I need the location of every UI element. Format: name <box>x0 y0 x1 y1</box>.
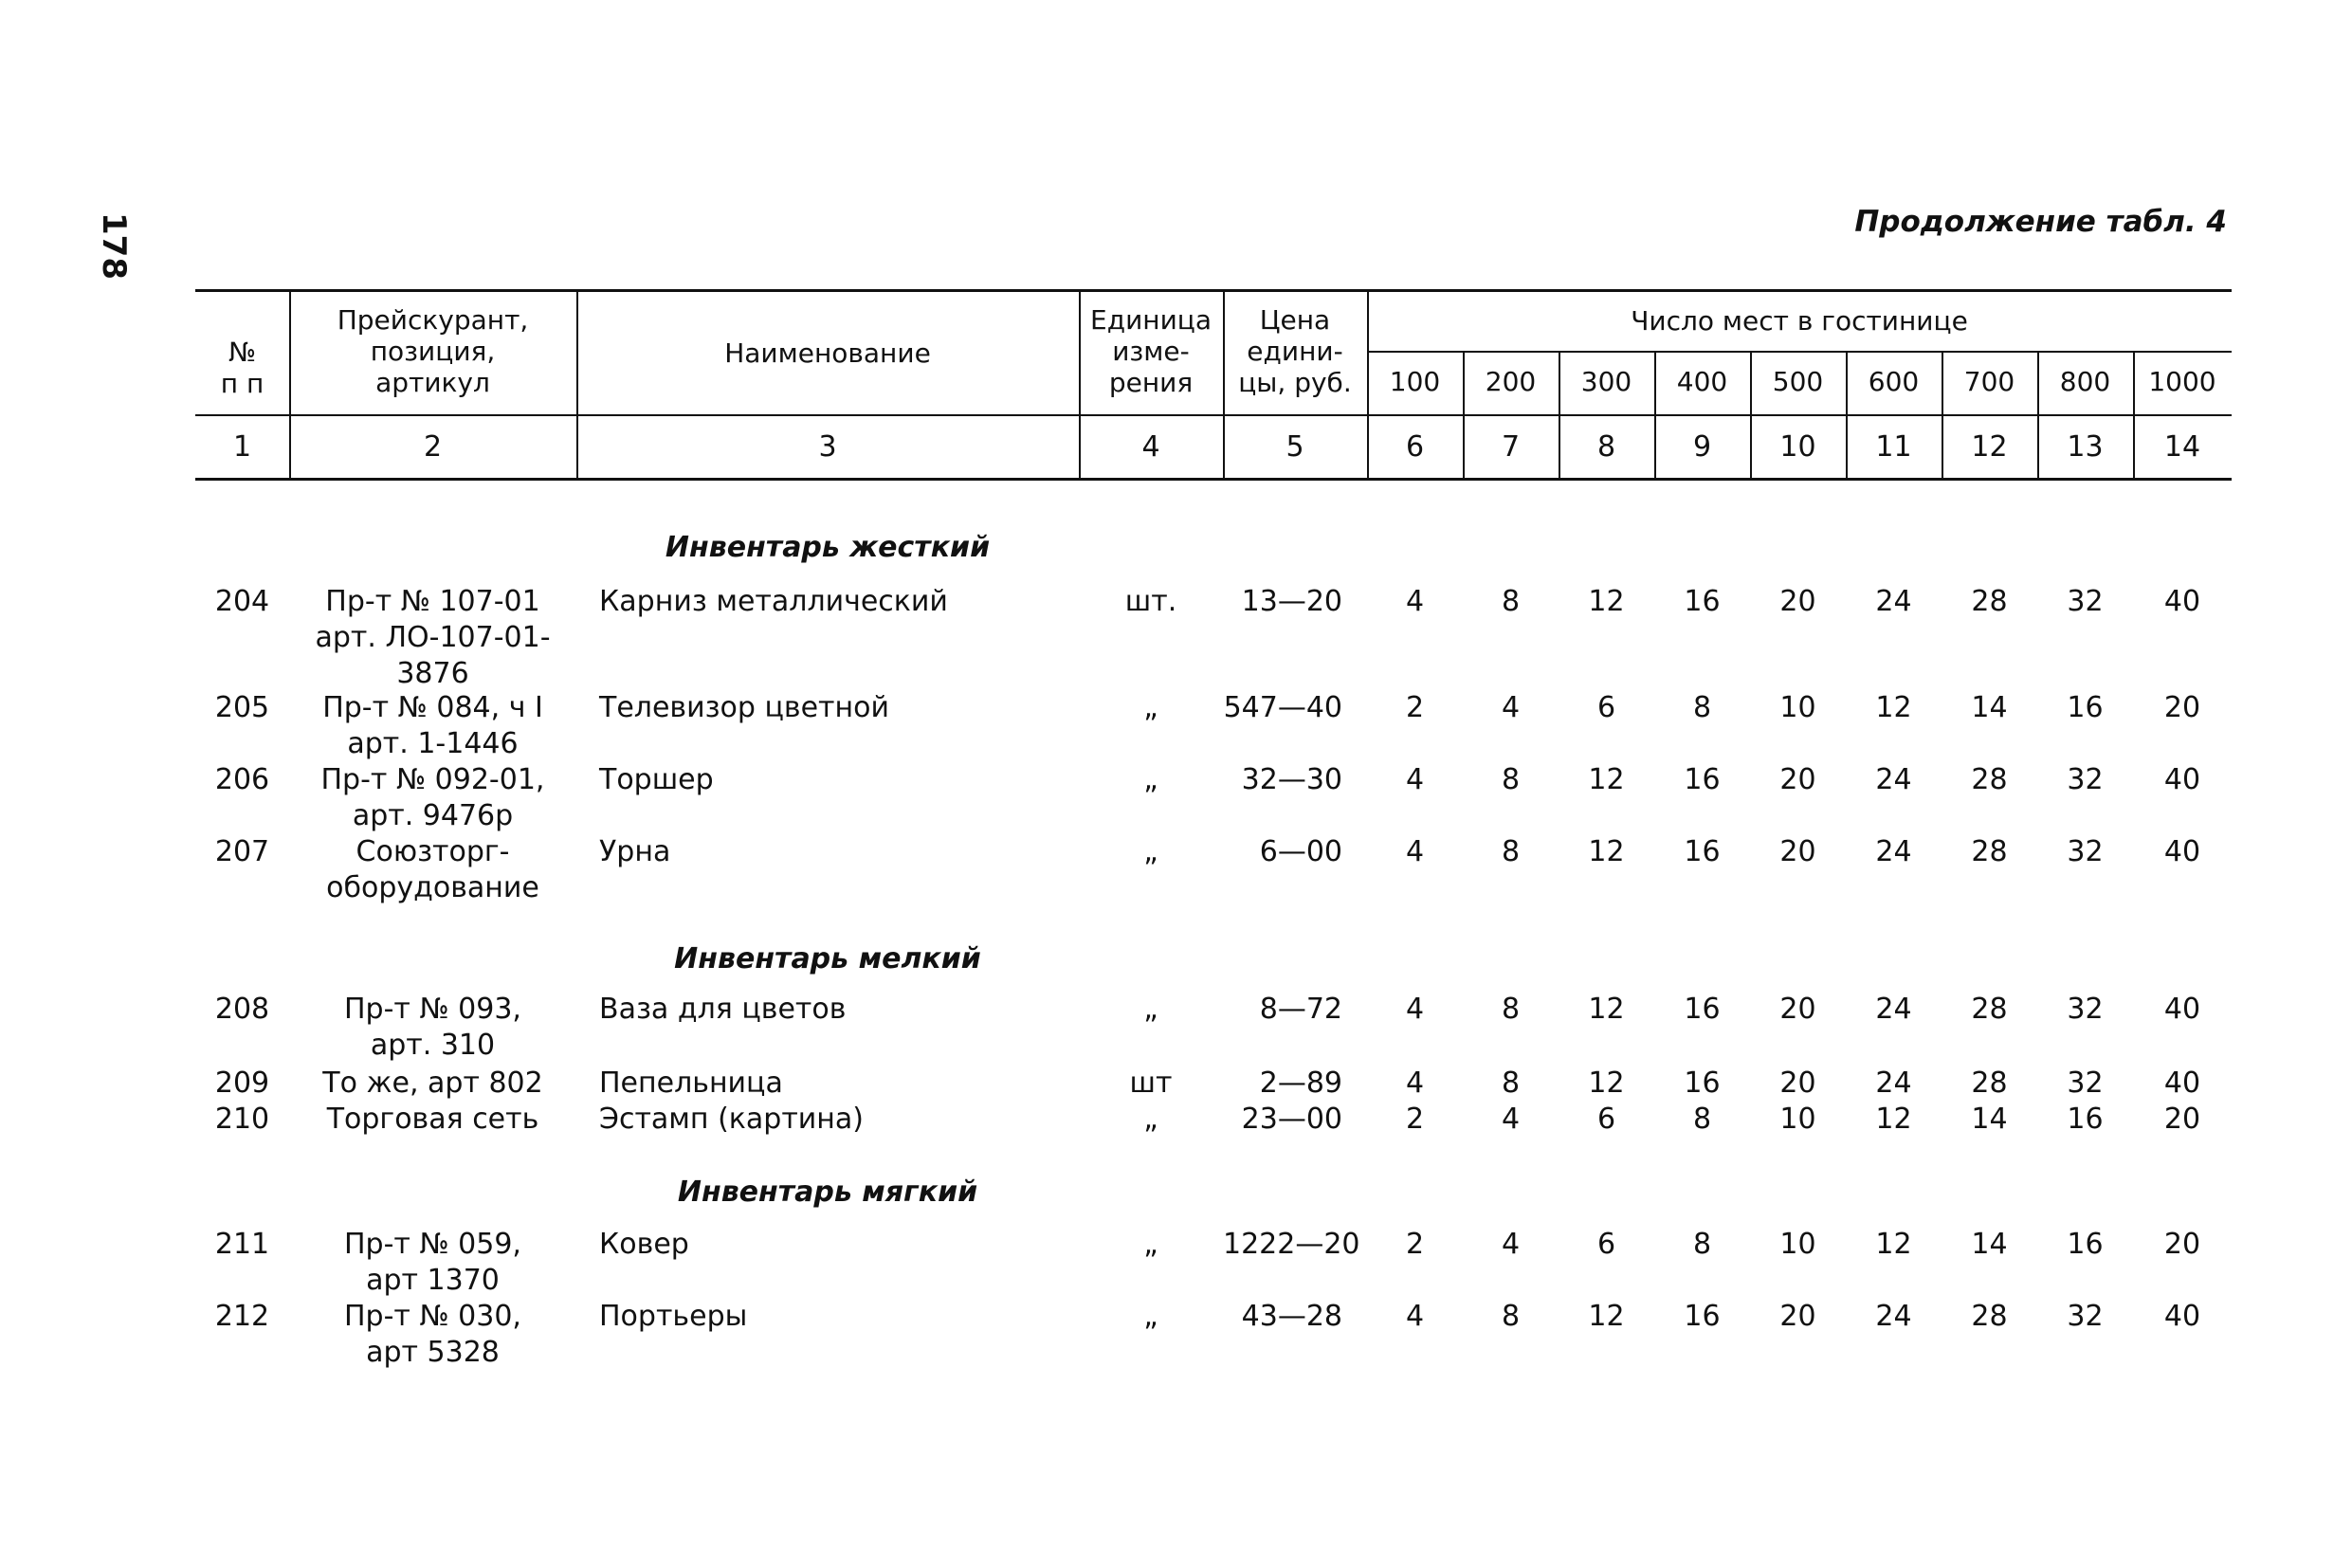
header-places-value: 100 <box>1389 366 1441 397</box>
row-price: 13—20 <box>1241 585 1342 618</box>
row-count: 4 <box>1501 1228 1521 1261</box>
row-count: 6 <box>1596 1103 1616 1136</box>
row-count: 20 <box>1779 835 1816 868</box>
header-unit-line: Единица <box>1090 304 1212 336</box>
row-price: 8—72 <box>1259 993 1342 1026</box>
row-count: 16 <box>2067 1103 2104 1136</box>
row-name: Пепельница <box>599 1067 783 1100</box>
row-pricelist-ref: Торговая сеть <box>326 1103 539 1136</box>
row-name: Портьеры <box>599 1300 748 1333</box>
row-count: 32 <box>2067 1300 2104 1333</box>
row-count: 12 <box>1588 1067 1625 1100</box>
row-name: Ковер <box>599 1228 689 1261</box>
header-pricelist-line: позиция, <box>370 336 496 367</box>
row-count: 2 <box>1405 691 1425 724</box>
row-count: 20 <box>2163 691 2201 724</box>
row-count: 16 <box>1684 763 1721 796</box>
section-title: Инвентарь мелкий <box>674 942 981 975</box>
row-count: 8 <box>1501 835 1521 868</box>
row-count: 4 <box>1501 1103 1521 1136</box>
row-unit: шт. <box>1124 585 1177 618</box>
row-pricelist-ref: Союзторг- <box>356 835 510 868</box>
column-number: 6 <box>1405 430 1425 464</box>
row-price: 32—30 <box>1241 763 1342 796</box>
row-pricelist-ref: Пр-т № 092-01, <box>320 763 545 796</box>
row-count: 32 <box>2067 763 2104 796</box>
row-name: Торшер <box>599 763 714 796</box>
row-count: 40 <box>2163 835 2201 868</box>
header-bottom-rule <box>195 478 2232 481</box>
row-count: 16 <box>1684 835 1721 868</box>
row-count: 12 <box>1875 1228 1912 1261</box>
header-unit <box>1079 304 1223 398</box>
row-unit: „ <box>1143 1103 1158 1136</box>
row-count: 40 <box>2163 763 2201 796</box>
row-count: 40 <box>2163 1067 2201 1100</box>
section-title: Инвентарь мягкий <box>677 1176 978 1209</box>
row-price: 2—89 <box>1259 1067 1342 1100</box>
row-count: 4 <box>1405 993 1425 1026</box>
row-count: 32 <box>2067 1067 2104 1100</box>
row-count: 12 <box>1588 835 1625 868</box>
row-count: 28 <box>1971 1067 2008 1100</box>
row-name: Урна <box>599 835 671 868</box>
row-count: 28 <box>1971 585 2008 618</box>
header-middle-rule <box>195 414 2232 416</box>
header-places-value: 200 <box>1485 366 1537 397</box>
row-pricelist-ref: Пр-т № 084, ч I <box>322 691 543 724</box>
column-number: 13 <box>2067 430 2104 464</box>
row-count: 8 <box>1501 1067 1521 1100</box>
row-count: 24 <box>1875 585 1912 618</box>
row-count: 6 <box>1596 691 1616 724</box>
row-count: 24 <box>1875 1067 1912 1100</box>
row-count: 2 <box>1405 1228 1425 1261</box>
row-count: 10 <box>1779 1228 1816 1261</box>
row-pricelist-ref: 3876 <box>396 657 469 690</box>
row-number: 206 <box>214 763 270 796</box>
row-count: 12 <box>1588 993 1625 1026</box>
row-price: 6—00 <box>1259 835 1342 868</box>
header-unit-line: рения <box>1108 367 1194 398</box>
row-count: 20 <box>1779 585 1816 618</box>
row-count: 4 <box>1405 1300 1425 1333</box>
row-count: 12 <box>1588 1300 1625 1333</box>
column-number: 7 <box>1501 430 1521 464</box>
page-number: 178 <box>95 212 133 280</box>
row-count: 20 <box>1779 763 1816 796</box>
row-count: 4 <box>1405 763 1425 796</box>
row-price: 23—00 <box>1241 1103 1342 1136</box>
row-unit: „ <box>1143 763 1158 796</box>
header-places-group: Число мест в гостинице <box>1631 305 1968 337</box>
row-name: Ваза для цветов <box>599 993 847 1026</box>
header-price-line: цы, руб. <box>1238 367 1352 398</box>
row-number: 207 <box>214 835 270 868</box>
row-count: 20 <box>2163 1103 2201 1136</box>
column-number: 14 <box>2163 430 2201 464</box>
header-number <box>195 337 289 399</box>
row-count: 28 <box>1971 993 2008 1026</box>
row-number: 205 <box>214 691 270 724</box>
row-price: 1222—20 <box>1223 1228 1360 1261</box>
row-count: 14 <box>1971 1103 2008 1136</box>
row-count: 8 <box>1501 763 1521 796</box>
row-name: Эстамп (картина) <box>599 1103 865 1136</box>
row-count: 8 <box>1692 691 1712 724</box>
row-count: 16 <box>1684 1067 1721 1100</box>
row-pricelist-ref: арт 5328 <box>366 1336 500 1369</box>
row-count: 20 <box>2163 1228 2201 1261</box>
column-number: 8 <box>1596 430 1616 464</box>
row-count: 24 <box>1875 763 1912 796</box>
header-number-line: № <box>228 337 257 368</box>
row-pricelist-ref: оборудование <box>326 871 539 904</box>
header-price <box>1223 304 1367 398</box>
header-name: Наименование <box>724 337 931 369</box>
header-unit-line: изме- <box>1112 336 1190 367</box>
row-pricelist-ref: арт. 310 <box>370 1029 496 1062</box>
row-count: 8 <box>1501 1300 1521 1333</box>
row-unit: „ <box>1143 691 1158 724</box>
row-unit: „ <box>1143 1228 1158 1261</box>
row-price: 43—28 <box>1241 1300 1342 1333</box>
row-number: 211 <box>214 1228 270 1261</box>
row-unit: „ <box>1143 1300 1158 1333</box>
row-pricelist-ref: арт. ЛО-107-01- <box>315 621 551 654</box>
row-pricelist-ref: арт. 1-1446 <box>347 727 519 760</box>
row-number: 204 <box>214 585 270 618</box>
row-count: 4 <box>1405 835 1425 868</box>
row-count: 12 <box>1588 585 1625 618</box>
row-count: 40 <box>2163 993 2201 1026</box>
header-price-line: едини- <box>1247 336 1343 367</box>
row-count: 20 <box>1779 1300 1816 1333</box>
row-pricelist-ref: Пр-т № 059, <box>344 1228 521 1261</box>
row-count: 28 <box>1971 835 2008 868</box>
header-pricelist-line: Прейскурант, <box>337 304 529 336</box>
header-places-value: 300 <box>1580 366 1632 397</box>
row-count: 6 <box>1596 1228 1616 1261</box>
row-unit: „ <box>1143 993 1158 1026</box>
row-count: 24 <box>1875 1300 1912 1333</box>
row-count: 16 <box>2067 1228 2104 1261</box>
row-count: 4 <box>1405 1067 1425 1100</box>
row-count: 12 <box>1875 691 1912 724</box>
row-price: 547—40 <box>1223 691 1342 724</box>
column-number: 2 <box>423 430 443 464</box>
header-places-value: 600 <box>1868 366 1920 397</box>
row-pricelist-ref: Пр-т № 107-01 <box>325 585 540 618</box>
row-number: 212 <box>214 1300 270 1333</box>
row-count: 10 <box>1779 1103 1816 1136</box>
section-title: Инвентарь жесткий <box>665 531 991 564</box>
row-count: 4 <box>1501 691 1521 724</box>
row-count: 32 <box>2067 835 2104 868</box>
row-unit: „ <box>1143 835 1158 868</box>
row-count: 40 <box>2163 585 2201 618</box>
column-number: 5 <box>1285 430 1304 464</box>
row-count: 8 <box>1501 993 1521 1026</box>
row-pricelist-ref: арт. 9476р <box>352 799 514 832</box>
row-count: 40 <box>2163 1300 2201 1333</box>
row-count: 8 <box>1501 585 1521 618</box>
row-count: 4 <box>1405 585 1425 618</box>
row-name: Телевизор цветной <box>599 691 889 724</box>
row-count: 14 <box>1971 691 2008 724</box>
row-count: 16 <box>1684 993 1721 1026</box>
row-count: 16 <box>2067 691 2104 724</box>
column-number: 10 <box>1779 430 1816 464</box>
header-pricelist-line: артикул <box>375 367 490 398</box>
column-number: 11 <box>1875 430 1912 464</box>
header-price-line: Цена <box>1259 304 1331 336</box>
row-pricelist-ref: Пр-т № 093, <box>344 993 521 1026</box>
row-count: 16 <box>1684 1300 1721 1333</box>
table-continuation-caption: Продолжение табл. 4 <box>1854 205 2227 239</box>
row-count: 20 <box>1779 993 1816 1026</box>
row-number: 210 <box>214 1103 270 1136</box>
row-count: 16 <box>1684 585 1721 618</box>
row-number: 209 <box>214 1067 270 1100</box>
row-pricelist-ref: арт 1370 <box>366 1264 500 1297</box>
header-places-value: 700 <box>1963 366 2015 397</box>
header-places-value: 500 <box>1772 366 1824 397</box>
header-pricelist <box>289 304 576 398</box>
row-count: 12 <box>1875 1103 1912 1136</box>
column-number: 12 <box>1971 430 2008 464</box>
row-count: 24 <box>1875 993 1912 1026</box>
row-count: 14 <box>1971 1228 2008 1261</box>
row-count: 8 <box>1692 1103 1712 1136</box>
column-number: 3 <box>818 430 837 464</box>
row-count: 8 <box>1692 1228 1712 1261</box>
row-name: Карниз металлический <box>599 585 948 618</box>
row-pricelist-ref: То же, арт 802 <box>322 1067 543 1100</box>
header-places-value: 1000 <box>2148 366 2216 397</box>
places-subheader-rule <box>1367 351 2232 353</box>
header-top-rule <box>195 289 2232 292</box>
column-number: 1 <box>232 430 252 464</box>
header-places-value: 400 <box>1676 366 1728 397</box>
row-pricelist-ref: Пр-т № 030, <box>344 1300 521 1333</box>
row-unit: шт <box>1129 1067 1173 1100</box>
column-number: 4 <box>1141 430 1160 464</box>
column-number: 9 <box>1692 430 1712 464</box>
row-number: 208 <box>214 993 270 1026</box>
header-places-value: 800 <box>2059 366 2111 397</box>
row-count: 20 <box>1779 1067 1816 1100</box>
row-count: 10 <box>1779 691 1816 724</box>
row-count: 32 <box>2067 585 2104 618</box>
row-count: 28 <box>1971 763 2008 796</box>
row-count: 28 <box>1971 1300 2008 1333</box>
row-count: 24 <box>1875 835 1912 868</box>
row-count: 32 <box>2067 993 2104 1026</box>
header-number-line: п п <box>220 368 264 399</box>
row-count: 2 <box>1405 1103 1425 1136</box>
row-count: 12 <box>1588 763 1625 796</box>
